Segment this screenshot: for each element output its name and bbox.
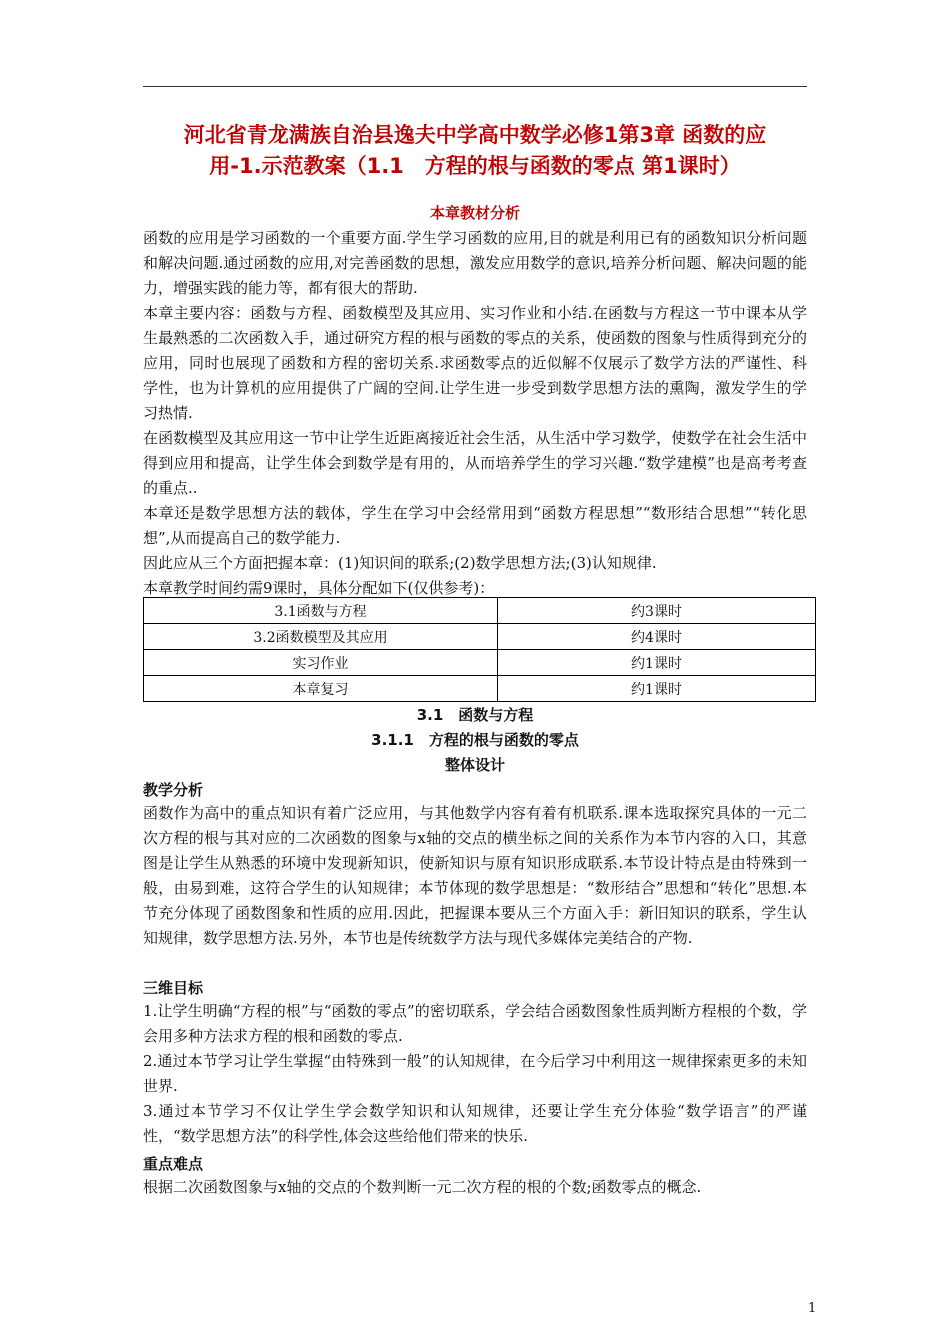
key-points-text: 根据二次函数图象与x轴的交点的个数判断一元二次方程的根的个数;函数零点的概念. <box>143 1178 702 1196</box>
chapter-heading: 本章教材分析 <box>429 204 520 222</box>
header-rule <box>143 86 807 87</box>
table-cell-topic: 本章复习 <box>144 676 498 702</box>
key-points-heading: 重点难点 <box>143 1155 204 1173</box>
table-row <box>144 624 816 650</box>
teaching-analysis-body <box>143 801 807 951</box>
table-cell-hours: 约1课时 <box>498 650 816 676</box>
design-heading: 整体设计 <box>444 756 505 774</box>
chapter-paragraph: 在函数模型及其应用这一节中让学生近距离接近社会生活，从生活中学习数学，使数学在社会生活中得到应用和提高，让学生体会到数学是有用的，从而培养学生的学习兴趣.“数学建模”也是高考考查的重点.. <box>143 429 807 497</box>
table-cell-hours: 约1课时 <box>498 676 816 702</box>
page-number: 1 <box>808 1301 817 1316</box>
goals-heading: 三维目标 <box>143 979 204 997</box>
chapter-paragraph: 本章还是数学思想方法的载体，学生在学习中会经常用到“函数方程思想”“数形结合思想”“转化思想”,从而提高自己的数学能力. <box>143 504 807 547</box>
teaching-analysis-heading: 教学分析 <box>143 781 204 799</box>
table-row <box>144 598 816 624</box>
goal-item: 1.让学生明确“方程的根”与“函数的零点”的密切联系，学会结合函数图象性质判断方程根的个数，学会用多种方法求方程的根和函数的零点. <box>143 1002 807 1045</box>
document-title <box>143 120 807 182</box>
table-row <box>144 650 816 676</box>
table-row <box>144 676 816 702</box>
title-line-1: 河北省青龙满族自治县逸夫中学高中数学必修1第3章 函数的应 <box>183 123 767 147</box>
chapter-analysis-body <box>143 226 807 601</box>
teaching-analysis-paragraph: 函数作为高中的重点知识有着广泛应用，与其他数学内容有着有机联系.课本选取探究具体的一元二次方程的根与其对应的二次函数的图象与x轴的交点的横坐标之间的关系作为本节内容的入口，其意图是让学生从熟悉的环境中发现新知识，使新知识与原有知识形成联系.本节设计特点是由特殊到一般，由易到难，这符合学生的认知规律；本节体现的数学思想是：“数形结合”思想和“转化”思想.本节充分体现了函数图象和性质的应用.因此，把握课本要从三个方面入手：新旧知识的联系，学生认知规律，数学思想方法.另外，本节也是传统数学方法与现代多媒体完美结合的产物. <box>143 804 807 947</box>
subsection-heading: 3.1.1 方程的根与函数的零点 <box>371 731 579 749</box>
key-points-body <box>143 1175 807 1200</box>
chapter-paragraph: 本章教学时间约需9课时，具体分配如下(仅供参考)： <box>143 579 495 597</box>
table-cell-topic: 3.2函数模型及其应用 <box>144 624 498 650</box>
goal-item: 3.通过本节学习不仅让学生学会数学知识和认知规律，还要让学生充分体验“数学语言”的严谨性，“数学思想方法”的科学性,体会这些给他们带来的快乐. <box>143 1102 807 1145</box>
table-cell-topic: 实习作业 <box>144 650 498 676</box>
table-cell-hours: 约3课时 <box>498 598 816 624</box>
chapter-paragraph: 因此应从三个方面把握本章：(1)知识间的联系;(2)数学思想方法;(3)认知规律. <box>143 554 657 572</box>
table-cell-topic: 3.1函数与方程 <box>144 598 498 624</box>
goal-item: 2.通过本节学习让学生掌握“由特殊到一般”的认知规律，在今后学习中利用这一规律探索更多的未知世界. <box>143 1052 807 1095</box>
chapter-paragraph: 函数的应用是学习函数的一个重要方面.学生学习函数的应用,目的就是利用已有的函数知识分析问题和解决问题.通过函数的应用,对完善函数的思想，激发应用数学的意识,培养分析问题、解决问题的能力，增强实践的能力等，都有很大的帮助. <box>143 229 807 297</box>
title-line-2: 用-1.示范教案（1.1 方程的根与函数的零点 第1课时） <box>209 154 741 178</box>
table-cell-hours: 约4课时 <box>498 624 816 650</box>
goals-body <box>143 999 807 1149</box>
chapter-paragraph: 本章主要内容：函数与方程、函数模型及其应用、实习作业和小结.在函数与方程这一节中课本从学生最熟悉的二次函数入手，通过研究方程的根与函数的零点的关系，使函数的图象与性质得到充分的应用，同时也展现了函数和方程的密切关系.求函数零点的近似解不仅展示了数学方法的严谨性、科学性，也为计算机的应用提供了广阔的空间.让学生进一步受到数学思想方法的熏陶，激发学生的学习热情. <box>143 304 807 422</box>
schedule-table <box>143 597 816 702</box>
section-heading: 3.1 函数与方程 <box>416 706 534 724</box>
